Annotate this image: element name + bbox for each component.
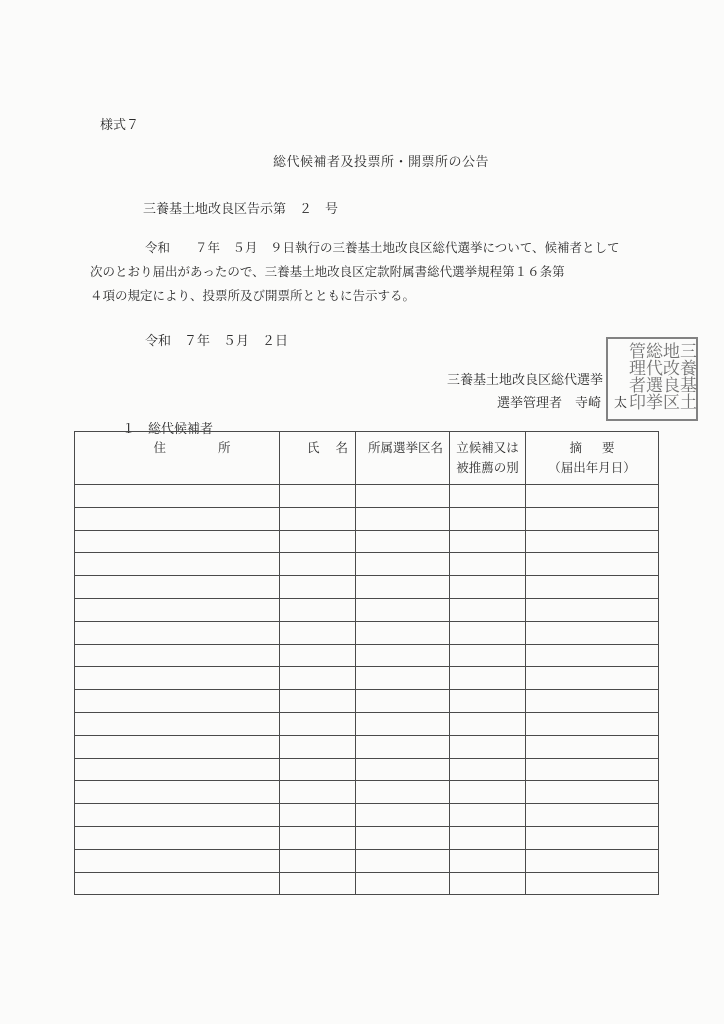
table-cell [280,781,356,804]
table-cell [75,849,280,872]
table-cell [75,530,280,553]
table-cell [526,758,659,781]
table-cell [356,598,450,621]
header-district: 所属選挙区名 [356,432,450,485]
notice-body [90,236,620,308]
table-cell [280,758,356,781]
document-title: 総代候補者及投票所・開票所の公告 [273,155,490,170]
table-cell [356,758,450,781]
table-cell [526,735,659,758]
table-cell [526,598,659,621]
table-row [75,849,659,872]
table-cell [75,804,280,827]
table-cell [280,667,356,690]
table-cell [450,598,526,621]
official-seal [606,337,698,421]
table-row [75,485,659,508]
table-row [75,576,659,599]
table-cell [75,667,280,690]
table-cell [280,849,356,872]
table-cell [280,598,356,621]
header-summary-b: 要 [602,440,615,455]
notice-body-line-2: 次のとおり届出があったので、三養基土地改良区定款附属書総代選挙規程第１６条第 [90,264,565,279]
table-cell [450,530,526,553]
table-cell [280,735,356,758]
seal-column: 地改良区 [659,342,679,410]
table-cell [356,576,450,599]
table-cell [280,644,356,667]
table-cell [75,758,280,781]
notice-number: 三養基土地改良区告示第 ２ 号 [143,202,339,217]
table-cell [356,735,450,758]
table-cell [526,826,659,849]
table-cell [526,690,659,713]
header-type-line-2: 被推薦の別 [456,460,519,475]
table-cell [450,712,526,735]
table-row [75,644,659,667]
header-address-b: 所 [218,440,231,455]
table-row [75,804,659,827]
seal-column: 管理者印 [625,342,645,410]
table-row [75,530,659,553]
table-cell [450,758,526,781]
table-cell [526,553,659,576]
table-cell [356,530,450,553]
header-summary [526,432,659,485]
table-cell [75,485,280,508]
table-cell [450,690,526,713]
table-cell [450,804,526,827]
table-cell [356,826,450,849]
table-cell [75,690,280,713]
header-summary-a: 摘 [569,440,582,455]
table-cell [526,621,659,644]
table-body [75,485,659,895]
table-row [75,735,659,758]
table-cell [75,735,280,758]
table-cell [75,712,280,735]
table-cell [75,644,280,667]
table-cell [356,644,450,667]
table-cell [450,667,526,690]
table-cell [450,781,526,804]
table-cell [526,804,659,827]
table-cell [356,507,450,530]
table-cell [450,849,526,872]
table-cell [356,667,450,690]
table-cell [280,507,356,530]
form-number: 様式７ [100,118,140,133]
table-cell [450,621,526,644]
table-cell [526,667,659,690]
table-cell [526,781,659,804]
header-address [75,432,280,485]
table-cell [450,644,526,667]
header-name [280,432,356,485]
table-cell [280,690,356,713]
table-cell [450,553,526,576]
table-cell [280,826,356,849]
table-cell [280,576,356,599]
issuing-organization: 三養基土地改良区総代選挙 [447,373,604,388]
header-summary-line-2: （届出年月日） [548,460,636,475]
notice-date: 令和 ７年 ５月 ２日 [145,334,289,349]
table-cell [526,485,659,508]
table-cell [450,826,526,849]
seal-column: 総代選挙 [642,342,662,410]
table-cell [526,507,659,530]
table-cell [75,598,280,621]
candidate-table [74,431,659,895]
table-cell [450,485,526,508]
table-cell [75,507,280,530]
table-cell [450,735,526,758]
table-cell [356,872,450,895]
table-row [75,758,659,781]
table-cell [280,712,356,735]
header-type-line-1: 立候補又は [456,440,519,455]
table-row [75,690,659,713]
table-cell [280,553,356,576]
table-row [75,507,659,530]
notice-body-line-3: ４項の規定により、投票所及び開票所とともに告示する。 [90,288,416,303]
table-cell [526,576,659,599]
table-cell [280,485,356,508]
table-row [75,621,659,644]
table-cell [75,576,280,599]
table-cell [280,804,356,827]
table-cell [450,872,526,895]
table-cell [356,804,450,827]
table-header-row [75,432,659,485]
table-cell [75,621,280,644]
table-cell [526,849,659,872]
seal-column: 三養基土 [676,342,696,410]
table-row [75,826,659,849]
table-cell [280,530,356,553]
table-cell [356,553,450,576]
section-title: １ 総代候補者 [122,422,214,437]
table-cell [356,621,450,644]
table-cell [450,576,526,599]
header-candidacy-type [450,432,526,485]
table-cell [75,553,280,576]
table-row [75,872,659,895]
table-cell [356,690,450,713]
table-cell [356,485,450,508]
table-cell [280,621,356,644]
header-name-b: 名 [335,440,349,455]
table-row [75,667,659,690]
table-row [75,598,659,621]
table-cell [526,712,659,735]
table-cell [526,530,659,553]
table-cell [356,781,450,804]
header-address-a: 住 [153,440,166,455]
table-row [75,712,659,735]
table-cell [356,712,450,735]
table-row [75,553,659,576]
notice-body-line-1: 令和 ７年 ５月 ９日執行の三養基土地改良区総代選挙について、候補者として [145,240,620,255]
table-cell [75,781,280,804]
election-manager: 選挙管理者 寺崎 太 [497,396,628,411]
table-cell [75,872,280,895]
table-cell [526,644,659,667]
table-row [75,781,659,804]
table-cell [356,849,450,872]
table-cell [280,872,356,895]
table-cell [526,872,659,895]
table-cell [75,826,280,849]
table-cell [450,507,526,530]
header-name-a: 氏 [306,440,320,455]
